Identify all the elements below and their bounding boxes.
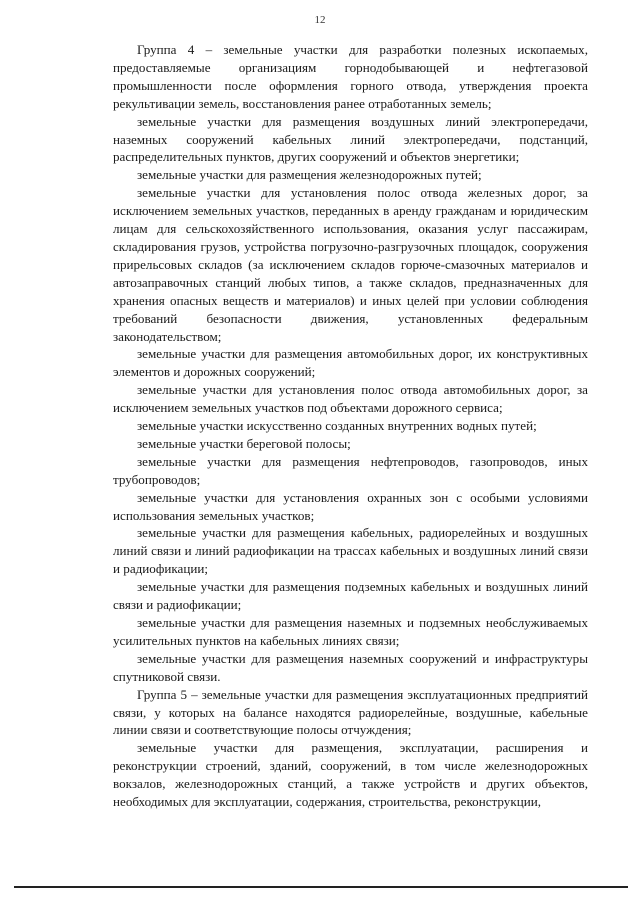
paragraph: земельные участки для установления охранных зон с особыми условиями использования земельных участков; [113,489,588,523]
paragraph-group-4: Группа 4 – земельные участки для разработки полезных ископаемых, предоставляемые организациям горнодобывающей и нефтегазовой промышленности после оформления горного отвода, утверждения проекта рекультивации земель, восстановления ранее отработанных земель; [113,42,588,111]
page-bottom-rule [14,886,628,888]
page-number: 12 [314,14,326,26]
paragraph: земельные участки для размещения подземных кабельных и воздушных линий связи и радиофикации; [113,579,588,613]
paragraph-group-5: Группа 5 – земельные участки для размещения эксплуатационных предприятий связи, у которых на балансе находятся радиорелейные, воздушные, кабельные линии связи и соответствующие полосы отчуждения; [113,686,588,738]
paragraph: земельные участки для размещения, эксплуатации, расширения и реконструкции строений, зданий, сооружений, в том числе железнодорожных вокзалов, железнодорожных станций, а также устройств и других объектов, необходимых для эксплуатации, содержания, строительства, реконструкции, [113,740,588,810]
paragraph: земельные участки для установления полос отвода автомобильных дорог, за исключением земельных участков под объектами дорожного сервиса; [113,382,588,416]
paragraph: земельные участки для размещения воздушных линий электропередачи, наземных сооружений кабельных линий электропередачи, подстанций, распределительных пунктов, других сооружений и объектов энергетики; [113,113,588,165]
paragraph: земельные участки для размещения автомобильных дорог, их конструктивных элементов и дорожных сооружений; [113,346,588,380]
paragraph: земельные участки береговой полосы; [137,435,351,451]
paragraph: земельные участки искусственно созданных внутренних водных путей; [137,418,537,434]
paragraph: земельные участки для размещения нефтепроводов, газопроводов, иных трубопроводов; [113,453,588,487]
paragraph: земельные участки для размещения кабельных, радиорелейных и воздушных линий связи и линий радиофикации на трассах кабельных и воздушных линий связи и радиофикации; [113,525,588,577]
paragraph: земельные участки для установления полос отвода железных дорог, за исключением земельных участков, переданных в аренду гражданам и юридическим лицам для сельскохозяйственного использования, оказания услуг пассажирам, складирования грузов, устройства погрузочно-разгрузочных площадок, сооружения прирельсовых складов (за исключением складов горюче-смазочных материалов и автозаправочных станций любых типов, а также складов, предназначенных для хранения опасных веществ и материалов) и иных целей при условии соблюдения требований безопасности движения, установленных федеральным законодательством; [113,185,588,344]
document-body [113,41,588,811]
paragraph: земельные участки для размещения наземных сооружений и инфраструктуры спутниковой связи. [113,650,588,684]
paragraph: земельные участки для размещения железнодорожных путей; [137,167,482,183]
paragraph: земельные участки для размещения наземных и подземных необслуживаемых усилительных пунктов на кабельных линиях связи; [113,615,588,648]
